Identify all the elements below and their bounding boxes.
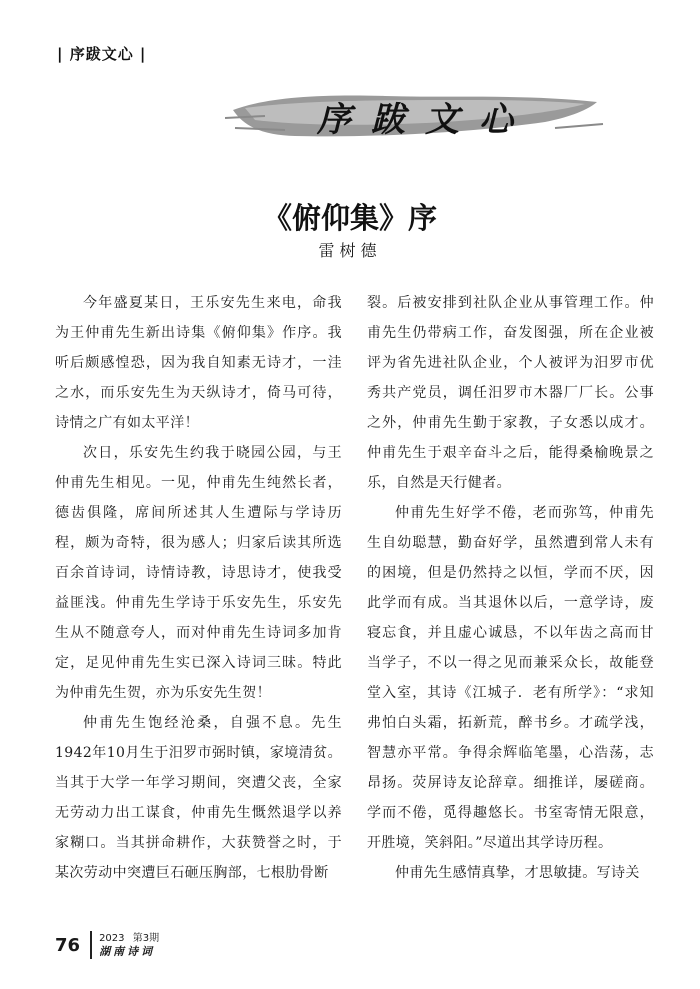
issue-year: 2023 [99, 933, 125, 944]
publication-info [99, 932, 164, 958]
paragraph: 今年盛夏某日，王乐安先生来电，命我为王仲甫先生新出诗集《俯仰集》作序。我听后颇感惶恐，因为我自知素无诗才，一洼之水，而乐安先生为天纵诗才，倚马可待，诗情之广有如太平洋！ [55, 295, 342, 431]
page-number: 76 [55, 934, 81, 956]
page-footer [55, 931, 164, 959]
banner-title: 序跋文心 [317, 100, 533, 140]
paragraph: 仲甫先生好学不倦，老而弥笃，仲甫先生自幼聪慧，勤奋好学，虽然遭到常人未有的困境，但是仍然持之以恒，学而不厌，因此学而有成。当其退休以后，一意学诗，废寝忘食，并且虚心诚恳，不以年齿之高而甘当学子，不以一得之见而兼采众长，故能登堂入室，其诗《江城子．老有所学》：“求知弗怕白头霜，拓新荒，醉书乡。才疏学浅，智慧亦平常。争得余辉临笔墨，心浩荡，志昂扬。荧屏诗友论辞章。细推详，屡磋商。学而不倦，觅得趣悠长。书室寄情无限意，开胜境，笑斜阳。”尽道出其学诗历程。 [367, 505, 654, 851]
issue-line [99, 932, 164, 945]
paragraph: 次日，乐安先生约我于晓园公园，与王仲甫先生相见。一见，仲甫先生纯然长者，德齿俱隆，席间所述其人生遭际与学诗历程，颇为奇特，很为感人；归家后读其所选百余首诗词，诗情诗教，诗思诗才，使我受益匪浅。仲甫先生学诗于乐安先生，乐安先生从不随意夸人，而对仲甫先生诗词多加肯定，足见仲甫先生实已深入诗词三昧。特此为仲甫先生贺，亦为乐安先生贺！ [55, 445, 342, 701]
paragraph-continued: 裂。后被安排到社队企业从事管理工作。仲甫先生仍带病工作，奋发图强，所在企业被评为省先进社队企业，个人被评为汨罗市优秀共产党员，调任汨罗市木器厂厂长。公事之外，仲甫先生勤于家教，子女悉以成才。仲甫先生于艰辛奋斗之后，能得桑榆晚景之乐，自然是天行健者。 [367, 295, 654, 491]
magazine-name: 湖南诗词 [99, 945, 156, 958]
article-title: 《俯仰集》序 [262, 201, 437, 235]
right-column [367, 288, 654, 888]
article-author: 雷树德 [318, 241, 382, 260]
paragraph: 仲甫先生感情真挚，才思敏捷。写诗关 [395, 865, 640, 881]
issue-number: 第3期 [132, 933, 160, 944]
left-column [55, 288, 342, 888]
section-label: | 序跋文心 | [57, 45, 147, 63]
section-banner [225, 88, 605, 144]
footer-divider [90, 931, 92, 959]
paragraph: 仲甫先生饱经沧桑，自强不息。先生1942年10月生于汨罗市弼时镇，家境清贫。当其于大学一年学习期间，突遭父丧，全家无劳动力出工谋食，仲甫先生慨然退学以养家糊口。当其拼命耕作，大获赞誉之时，于某次劳动中突遭巨石砸压胸部，七根肋骨断 [55, 715, 342, 881]
